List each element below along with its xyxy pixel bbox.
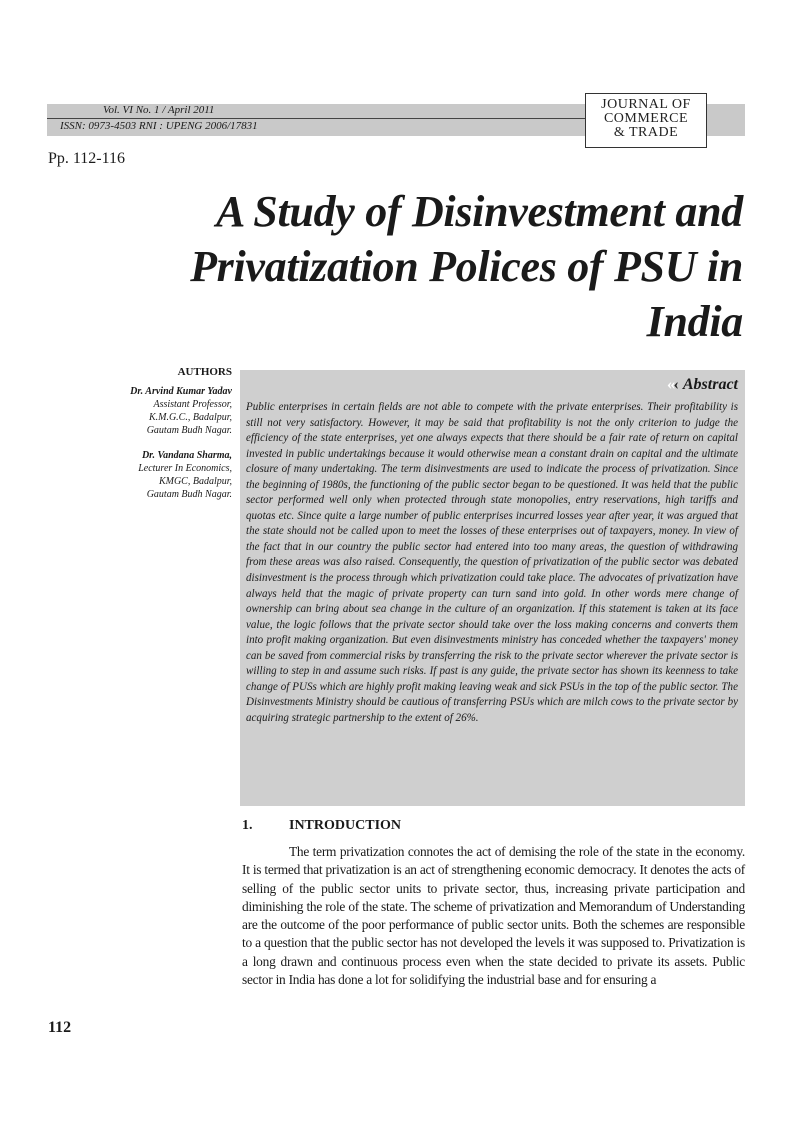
journal-logo (585, 93, 707, 148)
author-1-name: Dr. Arvind Kumar Yadav (130, 386, 232, 397)
author-1-line-1: Assistant Professor, (153, 399, 232, 410)
issn-info: ISSN: 0973-4503 RNI : UPENG 2006/17831 (60, 120, 258, 132)
page-range: Pp. 112-116 (48, 150, 126, 167)
author-2-line-3: Gautam Budh Nagar. (146, 489, 232, 500)
logo-line-2: COMMERCE (603, 111, 689, 126)
abstract-heading-row (246, 376, 738, 400)
authors-heading: AUTHORS (177, 366, 232, 378)
abstract-heading: Abstract (682, 376, 738, 393)
section-number: 1. (242, 818, 253, 833)
paper-title: A Study of Disinvestment and Privatization Polices of PSU in India (190, 187, 743, 346)
header-divider (47, 118, 594, 119)
section-title: INTRODUCTION (289, 818, 402, 833)
chevrons-icon: ‹‹ (666, 376, 674, 393)
introduction-text: The term privatization connotes the act of demising the role of the state in the economy. It is termed that privatization is an act of strengthening economic democracy. It denotes the acts of selling of the public sector units to private sector, thus, increasing private participation and diminishing the role of the state. The scheme of privatization and Memorandum of Understanding are the outcome of the poor performance of public sector units. Both the schemes are responsible to a question that the public sector has not developed the levels it was supposed to. Privatization is a long drawn and continuous process even when the state decided to private its assets. Public sector in India has done a lot for solidifying the industrial base and for ensuring a (242, 844, 745, 988)
author-2-line-1: Lecturer In Economics, (138, 463, 232, 474)
author-1-line-3: Gautam Budh Nagar. (146, 425, 232, 436)
author-2-line-2: KMGC, Badalpur, (158, 476, 232, 487)
author-2 (60, 449, 232, 501)
logo-line-3: & TRADE (613, 125, 679, 140)
page-number: 112 (48, 1019, 72, 1036)
abstract-text: Public enterprises in certain fields are not able to compete with the private enterprises. Their profitability is still not very satisfactory. However, it may be said that profitability is not the only criterion to judge the efficiency of the state enterprises, yet one always expects that there should be a fair rate of return on capital invested in public undertakings because it would otherwise mean a constant drain on capital and the ultimate closure of many undertaking. The term disinvestments are used to indicate the process of privatization. Since the beginning of 1980s, the functioning of the public sector began to be questioned. It was held that the public sector performed well only when protected through state monopolies, entry reservations, high tariffs and quotas etc. Since quite a large number of public enterprises incurred losses year after year, it was argued that the state should not be called upon to meet the losses of these enterprises out of taxpayers, money. In view of the fact that in our country the public sector had entered into too many areas, the question of withdrawing from these areas was also raised. Consequently, the question of privatization of the public sector was debated disinvestment is the process through which privatization could take place. The advocates of privatization have always held that the magic of private property can turn sand into gold. In other words mere change of ownership can bring about sea change in the culture of an organization. If this statement is taken at its face value, the logic follows that the private sector should take over the loss making concerns and converts them into profit making organization. But even disinvestments ministry has conceded whether the taxpayers' money can be saved from commercial risks by transferring the risk to the private sector wherever the private sector is willing to step in and assume such risks. If past is any guide, the private sector has shown its keenness to take change of PUSs which are highly profit making leaving weak and sick PSUs in the top of the public sector. The Disinvestments Ministry should be cautious of transferring PSUs which are milch cows to the private sector by acquiring strategic partnership to the extent of 26%. (246, 401, 738, 724)
abstract-box (240, 370, 745, 806)
author-1-line-2: K.M.G.C., Badalpur, (148, 412, 232, 423)
volume-info: Vol. VI No. 1 / April 2011 (103, 104, 215, 116)
chevron-left-icon: ‹ (673, 376, 683, 393)
author-2-name: Dr. Vandana Sharma, (141, 450, 232, 461)
logo-line-1: JOURNAL OF (601, 97, 691, 112)
author-1 (60, 385, 232, 437)
